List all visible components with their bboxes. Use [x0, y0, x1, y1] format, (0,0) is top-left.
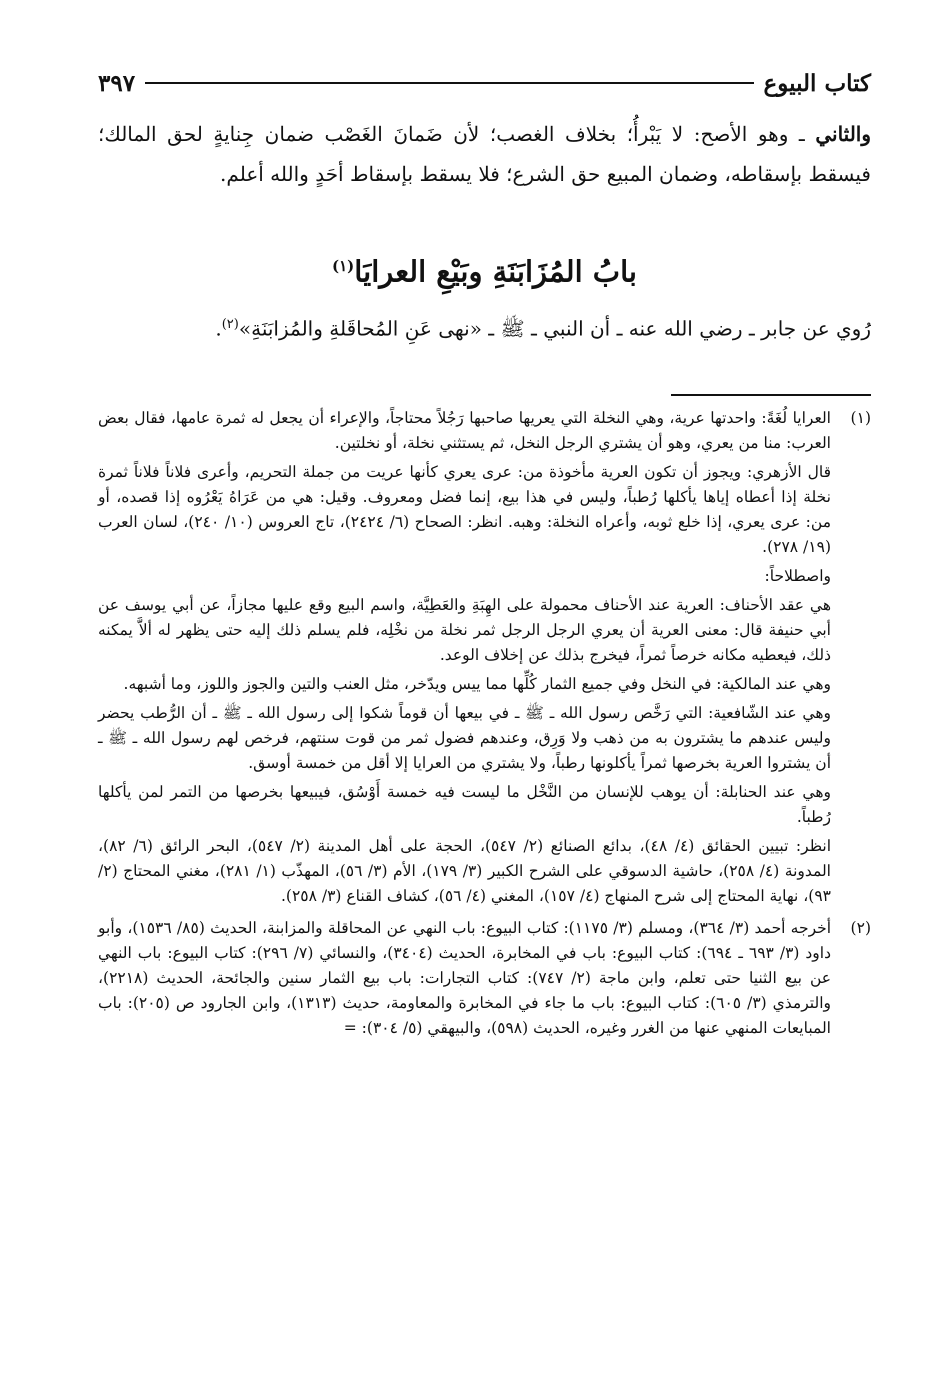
footnote	[98, 406, 871, 913]
chapter-heading	[98, 244, 871, 294]
chapter-title: بابُ المُزَابَنَةِ وبَيْعِ العرايَا	[354, 254, 637, 289]
hadith-body: رُوي عن جابر ـ رضي الله عنه ـ أن النبي ـ ﷺ ـ «نهى عَنِ المُحاقَلةِ والمُزابَنَةِ»	[238, 316, 871, 341]
running-title: كتاب البيوع	[763, 69, 871, 97]
footnote-paragraph: قال الأزهري: ويجوز أن تكون العرية مأخوذة من: عرى يعري كأنها عريت من جملة التحريم، وأعرى فلاناً فلاناً ثمرة نخلة إذا أعطاه إياها يأكلها رُطباً، وليس في هذا بيع، إنما فضل ومعروف. وقيل: هي من عَرَاهُ يَعْرُوه إذا قصده، أو من: عرى يعري، إذا خلع ثوبه، وأعراه النخلة: وهبه. انظر: الصحاح (٦/ ٢٤٢٤)، تاج العروس (١٠/ ٢٤٠)، لسان العرب (١٩/ ٢٧٨).	[98, 463, 832, 556]
footnote-paragraph: وهي عند الحنابلة: أن يوهب للإنسان من النَّخْل ما ليست فيه خمسة أَوْسُق، فيبيعها بخرصها من التمر لمن يأكلها رُطباً.	[98, 783, 831, 826]
paragraph-lead: والثاني	[815, 122, 872, 146]
footnote-body	[98, 916, 831, 1045]
page-number: ٣٩٧	[98, 69, 136, 97]
footnote-body	[98, 406, 831, 913]
paragraph-body: ـ وهو الأصح: لا يَبْرأُ؛ بخلاف الغصب؛ لأن ضَمانَ الغَصْب ضمان جِنايةٍ لحق المالك؛ فيسقط بإسقاطه، وضمان المبيع حق الشرع؛ فلا يسقط بإسقاط أحَدٍ والله أعلم.	[98, 122, 871, 186]
chapter-footnote-ref: (١)	[332, 257, 355, 275]
footnote-paragraph: هي عقد الأحناف: العرية عند الأحناف محمولة على الهِبَةِ والعَطِيَّة، واسم البيع وقع عليها مجازاً، عن أبي يوسف عن أبي حنيفة قال: معنى العرية أن يعري الرجل الرجل ثمر نخلة من نخْلِه، فلم يسلم ذلك إليه حتى يظهر له ألاَّ يمكنه ذلك، فيعطيه مكانه خرصاً ثمراً، فيخرج بذلك عن إخلاف الوعد.	[98, 596, 831, 664]
footnote-paragraph: وهي عند المالكية: في النخل وفي جميع الثمار كُلِّها مما ييس ويدّخر، مثل العنب والتين والجوز واللوز، وما أشبهه.	[123, 675, 831, 693]
hadith-footnote-ref: (٢)	[221, 317, 239, 332]
footnote-paragraph: أخرجه أحمد (٣/ ٣٦٤)، ومسلم (٣/ ١١٧٥): كتاب البيوع: باب النهي عن المحاقلة والمزابنة، الحديث (٨٥/ ١٥٣٦)، وأبو داود (٣/ ٦٩٣ ـ ٦٩٤): كتاب البيوع: باب في المخابرة، الحديث (٣٤٠٤)، والنسائي (٧/ ٢٩٦): كتاب البيوع: باب النهي عن بيع الثنيا حتى تعلم، وابن ماجة (٢/ ٧٤٧): كتاب التجارات: باب بيع الثمار سنين والجائحة، الحديث (٢٢١٨)، والترمذي (٣/ ٦٠٥): كتاب البيوع: باب ما جاء في المخابرة والمعاومة، حديث (١٣١٣)، وابن الجارود ص (٢٠٥): باب المبايعات المنهي عنها من الغرر وغيره، الحديث (٥٩٨)، والبيهقي (٥/ ٣٠٤): =	[98, 919, 832, 1037]
main-text	[98, 114, 871, 194]
footnotes	[98, 406, 871, 1048]
footnote	[98, 916, 871, 1045]
footnote-paragraph: وهي عند الشّافعية: التي رَخَّص رسول الله ـ ﷺ ـ في بيعها أن قوماً شكوا إلى رسول الله ـ ﷺ ـ أن الرُّطب يحضر وليس عندهم ما يشترون به من ذهب ولا وَرِق، وعندهم فضول ثمر من قوت سنتهم، فرخص لهم رسول الله ـ ﷺ ـ أن يشتروا العرية بخرصها ثمراً يأكلونها رطباً، ولا يشتري من العرايا إلا أقل من خمسة أوسق.	[98, 704, 831, 772]
footnote-number: (١)	[850, 409, 871, 427]
header-rule	[145, 82, 753, 84]
main-paragraph	[98, 114, 871, 194]
footnote-paragraph: انظر: تبيين الحقائق (٤/ ٤٨)، بدائع الصنائع (٢/ ٥٤٧)، الحجة على أهل المدينة (٢/ ٥٤٧)، البحر الرائق (٦/ ٨٢)، المدونة (٤/ ٢٥٨)، حاشية الدسوقي على الشرح الكبير (٣/ ١٧٩)، الأم (٣/ ٥٦)، المهذّب (١/ ٢٨١)، مغني المحتاج (٢/ ٩٣)، نهاية المحتاج إلى شرح المنهاج (٤/ ١٥٧)، المغني (٤/ ٥٦)، كشاف القناع (٣/ ٢٥٨).	[98, 837, 832, 905]
hadith-text	[98, 305, 871, 349]
hadith-end: .	[215, 316, 222, 341]
footnote-separator	[671, 394, 871, 396]
page-header	[98, 66, 871, 100]
footnote-number: (٢)	[850, 919, 871, 937]
footnote-paragraph: واصطلاحاً:	[764, 567, 831, 585]
footnote-paragraph: العرايا لُغَةً: واحدتها عرية، وهي النخلة التي يعريها صاحبها رَجُلاً محتاجاً، والإعراء أن يجعل له ثمرة عامها، فقال بعض العرب: منا من يعري، وهو أن يشتري الرجل النخل، ثم يستثني نخلة، أو نخلتين.	[98, 409, 831, 452]
